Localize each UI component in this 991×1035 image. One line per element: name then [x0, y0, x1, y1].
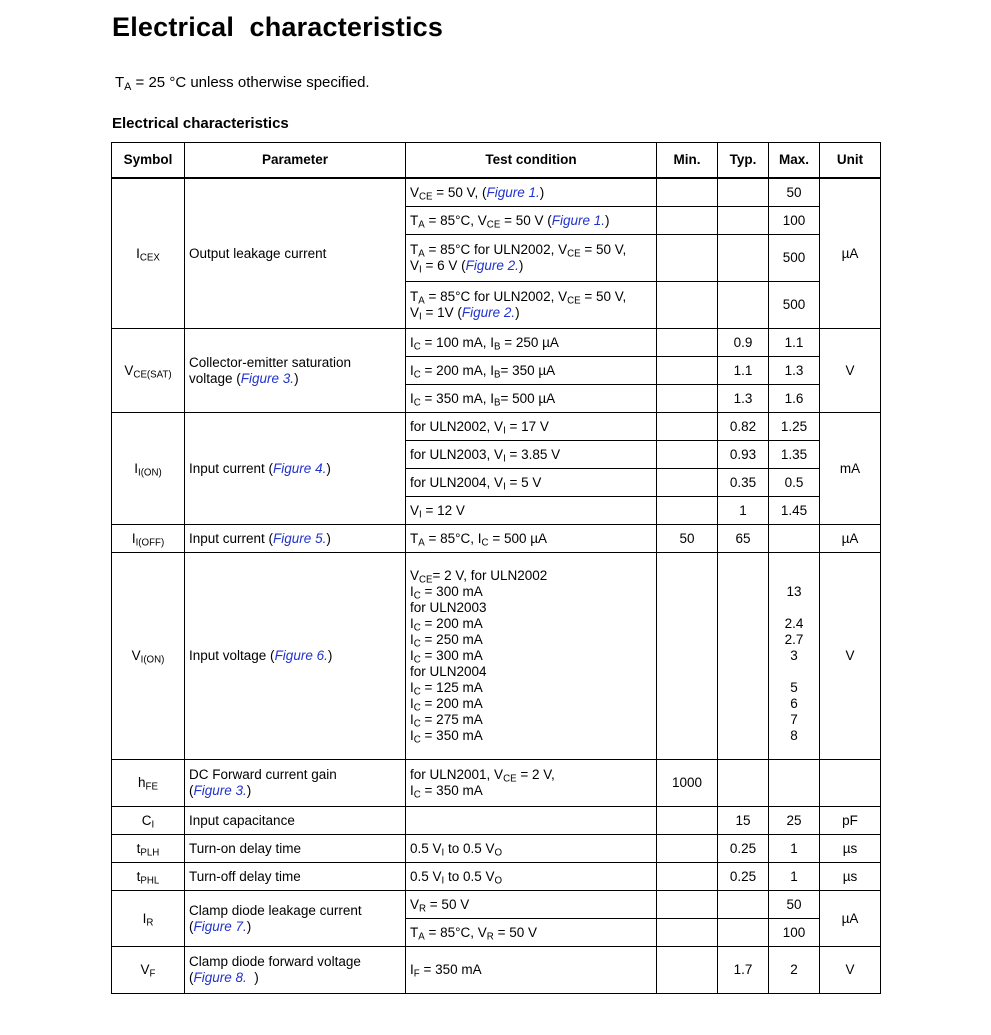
test-condition-cell: $T_A = 85^\circ C$, $V_{CE} = 50$ V (Figure 1.): [406, 207, 657, 235]
test-condition-cell: [406, 807, 657, 835]
min-cell: [657, 413, 718, 441]
table-row: [112, 329, 881, 357]
test-condition-cell: $I_F = 350$ mA: [406, 947, 657, 994]
table-row: [112, 947, 881, 994]
unit-cell: V: [820, 553, 881, 760]
page-title: Electrical characteristics: [112, 12, 444, 42]
symbol-cell: $h_{FE}$: [112, 760, 185, 807]
max-cell: [769, 525, 820, 553]
test-condition-cell: $T_A = 85^\circ C$ for ULN2002, $V_{CE} = 50$ V, $V_I = 6$ V (Figure 2.): [406, 235, 657, 282]
typ-cell: 0.9: [718, 329, 769, 357]
typ-cell: [718, 282, 769, 329]
header-parameter: Parameter: [185, 143, 406, 179]
typ-cell: [718, 207, 769, 235]
max-cell: 1: [769, 863, 820, 891]
typ-cell: 0.25: [718, 835, 769, 863]
test-condition-cell: $T_A = 85^\circ C$, $I_C = 500$ µA: [406, 525, 657, 553]
typ-cell: [718, 760, 769, 807]
max-cell: 1.45: [769, 497, 820, 525]
test-condition-cell: $I_C = 350$ mA, $I_B= 500$ µA: [406, 385, 657, 413]
symbol-cell: $I_{I(ON)}$: [112, 413, 185, 525]
figure-link[interactable]: Figure 2.: [465, 258, 519, 273]
max-cell: 2: [769, 947, 820, 994]
parameter-cell: Collector-emitter saturation voltage (Figure 3.): [185, 329, 406, 413]
table-caption: Electrical characteristics: [112, 115, 289, 132]
max-cell: 1: [769, 835, 820, 863]
unit-cell: µA: [820, 525, 881, 553]
typ-cell: [718, 919, 769, 947]
min-cell: [657, 441, 718, 469]
symbol-cell: $I_R$: [112, 891, 185, 947]
figure-link[interactable]: Figure 7.: [193, 918, 247, 934]
min-cell: [657, 178, 718, 207]
symbol-cell: $V_F$: [112, 947, 185, 994]
unit-cell: µs: [820, 863, 881, 891]
figure-link[interactable]: Figure 3.: [240, 370, 295, 386]
header-symbol: Symbol: [112, 143, 185, 179]
unit-cell: mA: [820, 413, 881, 525]
min-cell: [657, 947, 718, 994]
test-condition-cell: $I_C = 200$ mA, $I_B= 350$ µA: [406, 357, 657, 385]
header-test-condition: Test condition: [406, 143, 657, 179]
typ-cell: 1.1: [718, 357, 769, 385]
figure-link[interactable]: Figure 1.: [486, 184, 540, 200]
symbol-cell: $t_{PHL}$: [112, 863, 185, 891]
header-max: Max.: [769, 143, 820, 179]
min-cell: [657, 835, 718, 863]
ambient-condition-note: $T_A = 25$ °C unless otherwise specified.: [115, 74, 370, 94]
min-cell: [657, 207, 718, 235]
symbol-cell: $V_{I(ON)}$: [112, 553, 185, 760]
min-cell: [657, 235, 718, 282]
symbol-cell: $I_{I(OFF)}$: [112, 525, 185, 553]
max-cell: 0.5: [769, 469, 820, 497]
parameter-cell: DC Forward current gain (Figure 3.): [185, 760, 406, 807]
typ-cell: [718, 235, 769, 282]
symbol-cell: $C_I$: [112, 807, 185, 835]
unit-cell: µA: [820, 178, 881, 329]
figure-link[interactable]: Figure 4.: [273, 460, 327, 476]
table-header-row: [112, 143, 881, 179]
symbol-cell: $V_{CE(SAT)}$: [112, 329, 185, 413]
parameter-cell: Turn-on delay time: [185, 835, 406, 863]
test-condition-cell: $V_{CE}= 2$ V, for ULN2002 $I_C = 300$ mA for ULN2003 $I_C = 200$ mA $I_C = 250$ mA $I_C = 300$ mA for ULN2004 $I_C = 125$ mA $I_C = 200$ mA $I_C = 275$ mA $I_C = 350$ mA: [406, 553, 657, 760]
typ-cell: 0.93: [718, 441, 769, 469]
min-cell: [657, 469, 718, 497]
test-condition-cell: $T_A = 85^\circ C$, $V_R = 50$ V: [406, 919, 657, 947]
max-cell: 50: [769, 891, 820, 919]
typ-cell: 0.25: [718, 863, 769, 891]
typ-cell: 0.82: [718, 413, 769, 441]
unit-cell: pF: [820, 807, 881, 835]
parameter-cell: Output leakage current: [185, 178, 406, 329]
max-cell: 13 2.4 2.7 3 5 6 7 8: [769, 553, 820, 760]
table-row: [112, 835, 881, 863]
test-condition-cell: $T_A = 85^\circ C$ for ULN2002, $V_{CE} = 50$ V, $V_I = 1V$ (Figure 2.): [406, 282, 657, 329]
figure-link[interactable]: Figure 1.: [551, 212, 605, 228]
min-cell: [657, 497, 718, 525]
parameter-cell: Clamp diode leakage current (Figure 7.): [185, 891, 406, 947]
parameter-cell: Input current (Figure 4.): [185, 413, 406, 525]
test-condition-cell: 0.5 $V_I$ to 0.5 $V_O$: [406, 863, 657, 891]
min-cell: 50: [657, 525, 718, 553]
parameter-cell: Clamp diode forward voltage (Figure 8. ): [185, 947, 406, 994]
max-cell: 500: [769, 282, 820, 329]
max-cell: 500: [769, 235, 820, 282]
typ-cell: 1.3: [718, 385, 769, 413]
typ-cell: 1.7: [718, 947, 769, 994]
min-cell: [657, 385, 718, 413]
table-row: [112, 863, 881, 891]
figure-link[interactable]: Figure 3.: [193, 783, 247, 798]
typ-cell: [718, 553, 769, 760]
typ-cell: 0.35: [718, 469, 769, 497]
symbol-cell: $I_{CEX}$: [112, 178, 185, 329]
min-cell: [657, 863, 718, 891]
parameter-cell: Input voltage (Figure 6.): [185, 553, 406, 760]
table-row: [112, 760, 881, 807]
max-cell: 1.3: [769, 357, 820, 385]
test-condition-cell: for ULN2001, $V_{CE} = 2$ V, $I_C = 350$ mA: [406, 760, 657, 807]
header-typ: Typ.: [718, 143, 769, 179]
test-condition-cell: for ULN2002, $V_I = 17$ V: [406, 413, 657, 441]
unit-cell: [820, 760, 881, 807]
parameter-cell: Input capacitance: [185, 807, 406, 835]
typ-cell: [718, 178, 769, 207]
typ-cell: 65: [718, 525, 769, 553]
min-cell: [657, 553, 718, 760]
typ-cell: 15: [718, 807, 769, 835]
test-condition-cell: $V_R = 50$ V: [406, 891, 657, 919]
min-cell: [657, 329, 718, 357]
test-condition-cell: $V_{CE} = 50$ V, (Figure 1.): [406, 178, 657, 207]
max-cell: 1.1: [769, 329, 820, 357]
table-row: [112, 891, 881, 919]
figure-link[interactable]: Figure 2.: [461, 305, 516, 320]
test-condition-cell: for ULN2003, $V_I = 3.85$ V: [406, 441, 657, 469]
table-row: [112, 525, 881, 553]
symbol-cell: $t_{PLH}$: [112, 835, 185, 863]
max-cell: 50: [769, 178, 820, 207]
typ-cell: 1: [718, 497, 769, 525]
parameter-cell: Input current (Figure 5.): [185, 525, 406, 553]
header-min: Min.: [657, 143, 718, 179]
header-unit: Unit: [820, 143, 881, 179]
unit-cell: V: [820, 329, 881, 413]
figure-link[interactable]: Figure 5.: [273, 530, 327, 546]
figure-link[interactable]: Figure 6.: [274, 648, 328, 663]
min-cell: 1000: [657, 760, 718, 807]
max-cell: 100: [769, 919, 820, 947]
typ-cell: [718, 891, 769, 919]
table-row: [112, 413, 881, 441]
table-row: [112, 553, 881, 760]
min-cell: [657, 807, 718, 835]
table-row: [112, 178, 881, 207]
max-cell: 1.6: [769, 385, 820, 413]
min-cell: [657, 357, 718, 385]
min-cell: [657, 891, 718, 919]
electrical-characteristics-table: [111, 142, 881, 994]
table-row: [112, 807, 881, 835]
max-cell: 25: [769, 807, 820, 835]
test-condition-cell: 0.5 $V_I$ to 0.5 $V_O$: [406, 835, 657, 863]
parameter-cell: Turn-off delay time: [185, 863, 406, 891]
unit-cell: µs: [820, 835, 881, 863]
test-condition-cell: $V_I = 12$ V: [406, 497, 657, 525]
test-condition-cell: $I_C = 100$ mA, $I_B = 250$ µA: [406, 329, 657, 357]
min-cell: [657, 919, 718, 947]
test-condition-cell: for ULN2004, $V_I = 5$ V: [406, 469, 657, 497]
min-cell: [657, 282, 718, 329]
max-cell: 1.35: [769, 441, 820, 469]
max-cell: 100: [769, 207, 820, 235]
figure-link[interactable]: Figure 8.: [193, 970, 247, 985]
max-cell: [769, 760, 820, 807]
unit-cell: µA: [820, 891, 881, 947]
max-cell: 1.25: [769, 413, 820, 441]
unit-cell: V: [820, 947, 881, 994]
